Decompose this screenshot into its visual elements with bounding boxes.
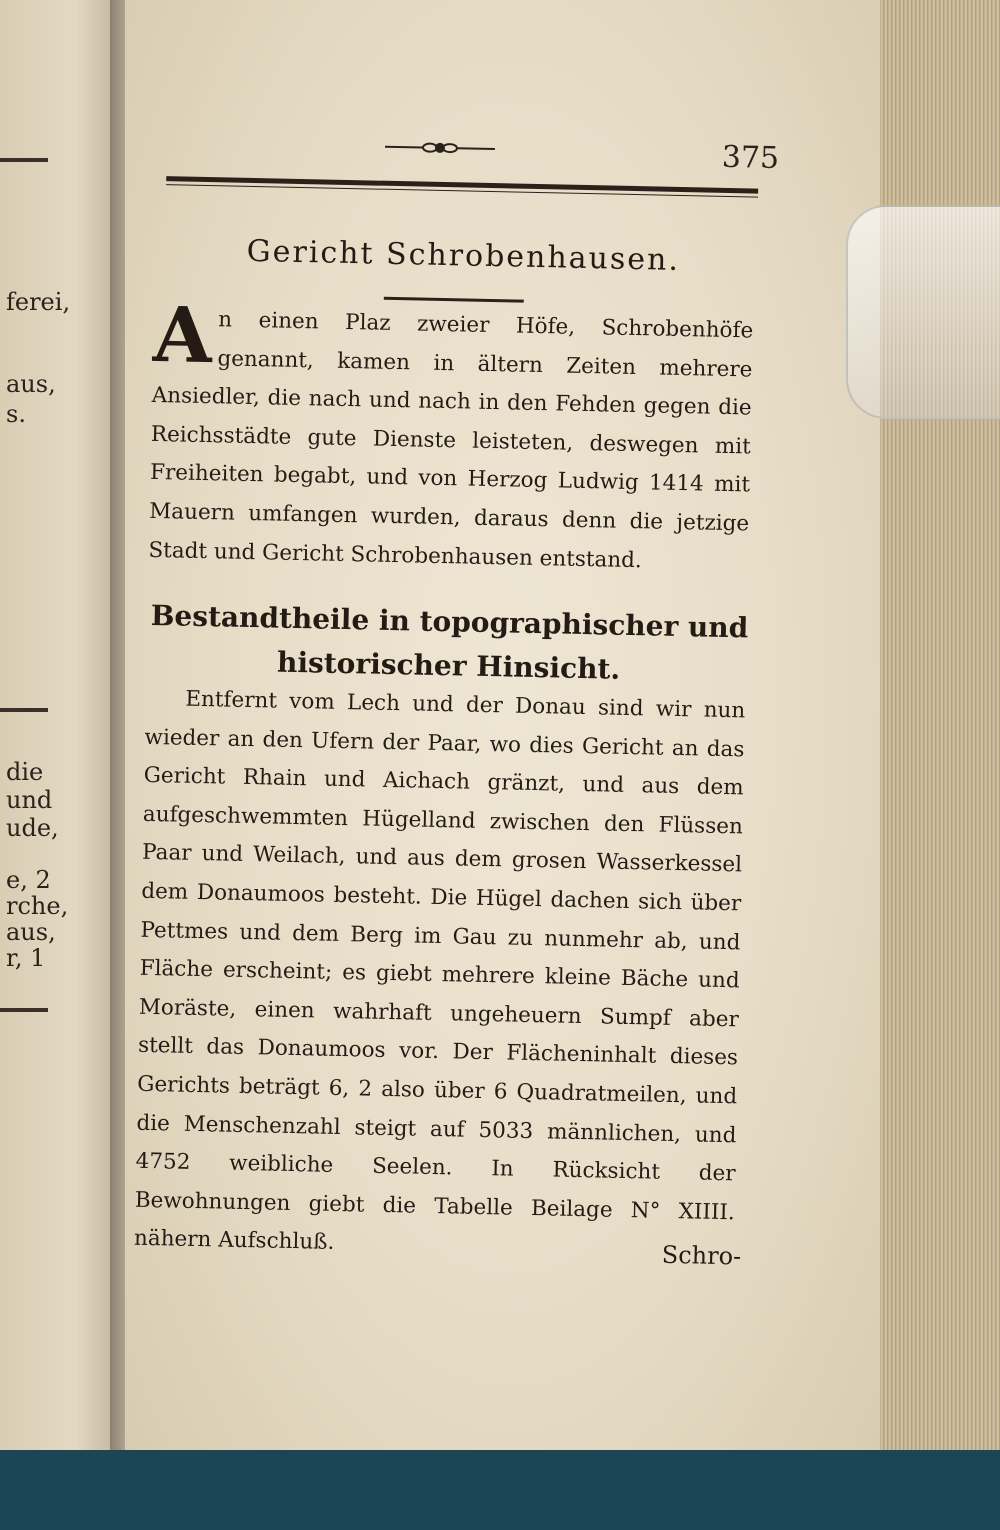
paragraph-body: Entfernt vom Lech und der Donau sind wir nun wieder an den Ufern der Paar, wo dies Gericht an das Gericht Rhain und Aichach gränzt, und aus dem aufgeschwemmten Hügelland zwischen den Flüssen Paar und Weilach, und aus dem grosen Wasserkessel dem Donaumoos besteht. Die Hügel dachen sich über Pettmes und dem Berg im Gau zu nunmehr ab, und Fläche erscheint; es giebt mehrere kleine Bäche und Moräste, einen wahrhaft ungeheuern Sumpf aber stellt das Donaumoos vor. Der Flächeninhalt dieses Gerichts beträgt 6, 2 also über 6 Quadratmeilen, und die Menschenzahl steigt auf 5033 männlichen, und 4752 weibliche Seelen. In Rücksicht der Bewohnungen giebt die Tabelle Beilage N° XIIII. nähern Aufschluß. <box>133 686 746 1256</box>
left-page-line: r, 1 <box>6 944 46 972</box>
left-page-line: aus, <box>6 918 56 946</box>
left-page-line: die <box>6 758 44 786</box>
subheading: Bestandtheile in topographischer und historischer Hinsicht. <box>150 598 749 686</box>
left-page-rule <box>0 1008 48 1012</box>
book-cover <box>0 1450 1000 1530</box>
left-page-line: s. <box>6 400 26 428</box>
left-page-line: rche, <box>6 892 69 920</box>
paragraph-intro-text: n einen Plaz zweier Höfe, Schrobenhöfe genannt, kamen in ältern Zeiten mehrere Ansiedler, die nach und nach in den Fehden gegen die Reichsstädte gute Dienste leisteten, deswegen mit Freiheiten begabt, und von Herzog Ludwig 1414 mit Mauern umfangen wurden, daraus denn die jetzige Stadt und Gericht Schrobenhausen entstand. <box>148 307 754 573</box>
left-page-line: ude, <box>6 814 59 842</box>
left-page-line: e, 2 <box>6 866 51 894</box>
drop-cap: A <box>152 289 213 381</box>
left-page <box>0 0 125 1530</box>
ornament-icon <box>385 141 495 155</box>
section-heading: Gericht Schrobenhausen. <box>246 233 681 278</box>
page-number: 375 <box>721 139 780 176</box>
left-page-line: ferei, <box>6 288 71 316</box>
left-page-rule <box>0 708 48 712</box>
paragraph-intro <box>148 289 754 583</box>
left-page-rule <box>0 158 48 162</box>
page-clip <box>846 205 1000 419</box>
left-page-line: aus, <box>6 370 56 398</box>
catchword: Schro- <box>661 1240 742 1271</box>
left-page-line: und <box>6 786 53 814</box>
